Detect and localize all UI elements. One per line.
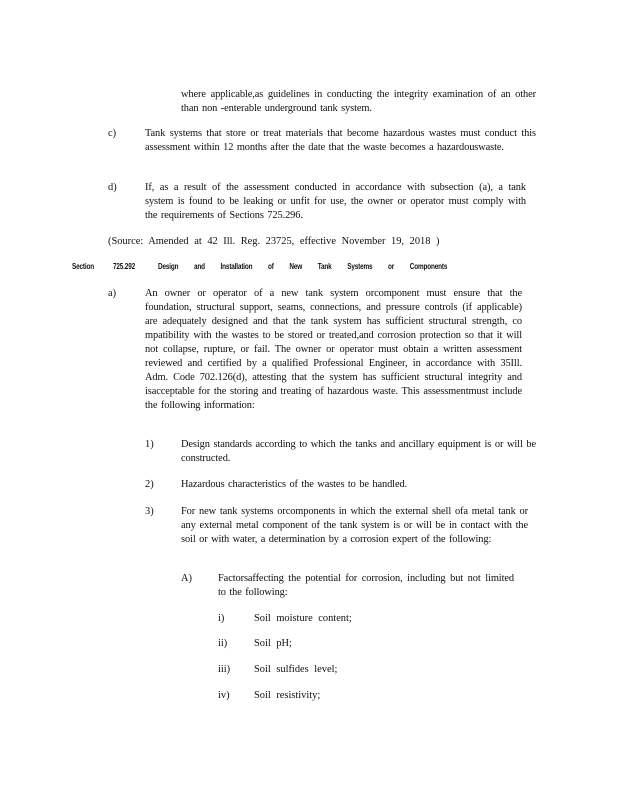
section-title: Design and Installation of New Tank Systems or Components [158,262,448,271]
paragraph-where-applicable: where applicable,as guidelines in conducting the integrity examination of an other than non -enterable underground tank system. [181,89,536,114]
roman-item-text: Soil sulfides level; [254,664,338,675]
roman-item-text: Soil pH; [254,638,292,649]
roman-item-text: Soil resistivity; [254,690,321,701]
source-note: (Source: Amended at 42 Ill. Reg. 23725, effective November 19, 2018 ) [108,236,440,247]
section-word: Section [72,262,94,271]
item-c-label: c) [108,128,117,139]
roman-item-label: ii) [218,638,228,649]
sub-item-a-text: Factorsaffecting the potential for corrosion, including but not limited to the following: [218,573,514,598]
list-item-label: 3) [145,506,154,517]
list-item-text: Hazardous characteristics of the wastes to be handled. [181,479,408,490]
roman-item-label: iv) [218,690,230,701]
roman-item-label: iii) [218,664,231,675]
item-c-text: Tank systems that store or treat materials that become hazardous wastes must conduct this assessment within 12 months after the date that the waste becomes a hazardouswaste. [145,128,536,153]
item-d-text: If, as a result of the assessment conducted in accordance with subsection (a), a tank system is found to be leaking or unfit for use, the owner or operator must comply with the requirements of Sections 725.296. [145,182,526,221]
sub-item-a-label: A) [181,573,192,584]
section-heading [0,258,618,278]
list-item-label: 1) [145,439,154,450]
list-item-text: For new tank systems orcomponents in which the external shell ofa metal tank or any external metal component of the tank system is or will be in contact with the soil or with water, a determination by a corrosion expert of the following: [181,506,528,545]
section-number: 725.292 [113,262,135,271]
item-a-label: a) [108,288,117,299]
list-item-label: 2) [145,479,154,490]
roman-item-label: i) [218,613,225,624]
item-d-label: d) [108,182,117,193]
list-item-text: Design standards according to which the tanks and ancillary equipment is or will be constructed. [181,439,536,464]
item-a-text: An owner or operator of a new tank system orcomponent must ensure that the foundation, structural support, seams, connections, and pressure controls (if applicable) are adequately designed and that the tank system has sufficient structural strength, co mpatibility with the wastes to be stored or treated,and corrosion protection so that it will not collapse, rupture, or fail. The owner or operator must obtain a written assessment reviewed and certified by a qualified Professional Engineer, in accordance with 35Ill. Adm. Code 702.126(d), attesting that the system has sufficient structural integrity and isacceptable for the storing and treating of hazardous waste. This assessmentmust include the following information: [145,288,522,411]
roman-item-text: Soil moisture content; [254,613,352,624]
